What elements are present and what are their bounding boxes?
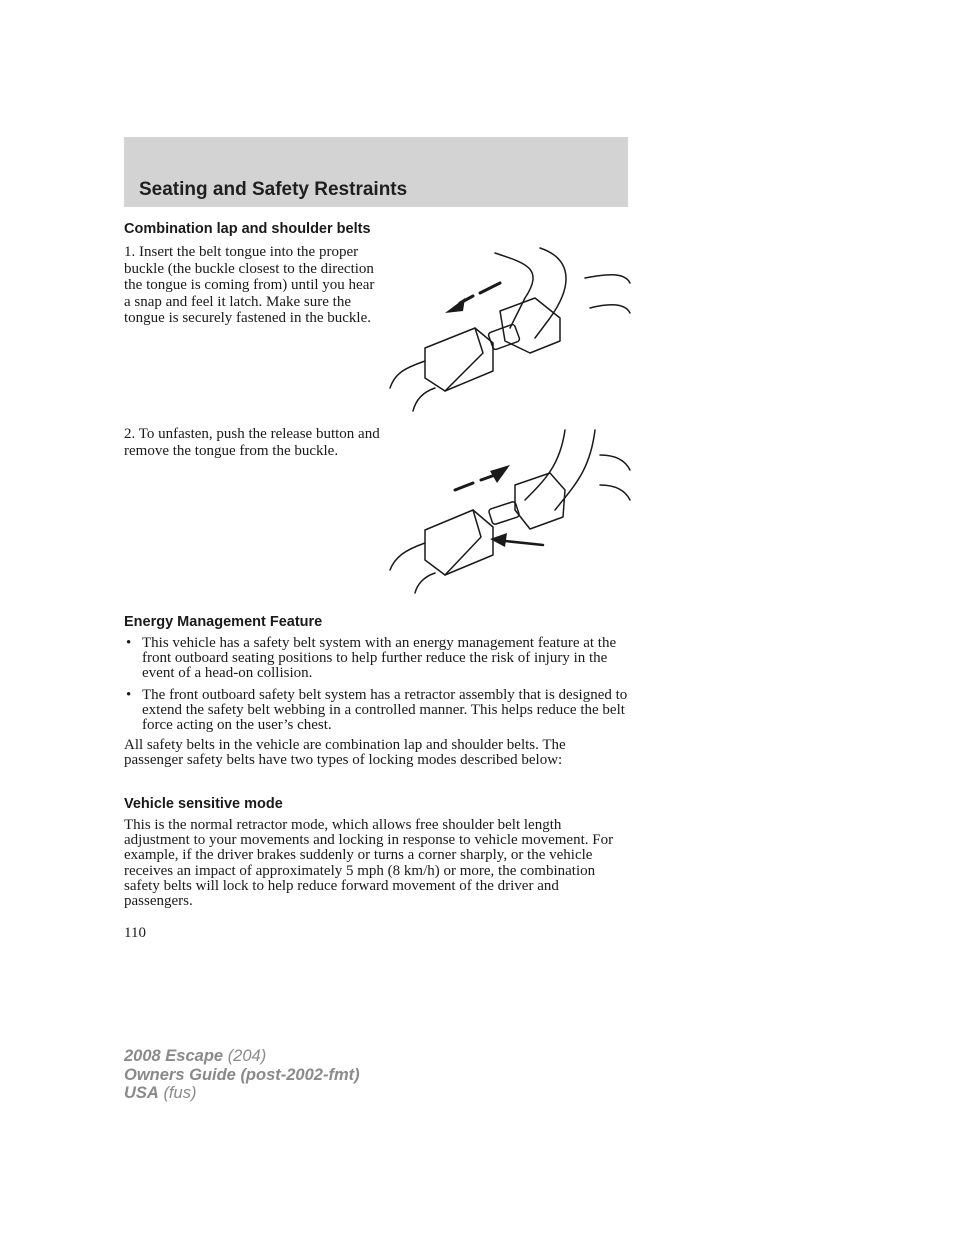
- arrow-dash-1: [480, 283, 500, 293]
- belt-webbing-lower: [535, 248, 566, 338]
- arrow-insert-icon: [445, 298, 465, 313]
- buckle-body: [425, 328, 493, 391]
- page-title: Seating and Safety Restraints: [139, 179, 408, 200]
- buckle-strap-upper: [390, 361, 425, 388]
- footer-line-2: [124, 1066, 360, 1085]
- locking-modes-paragraph: All safety belts in the vehicle are combination lap and shoulder belts. The passenger safety belts have two types of locking modes described below:: [124, 737, 566, 769]
- bullet-icon: •: [126, 686, 132, 703]
- bullet-icon: •: [126, 635, 132, 651]
- list-item-text: The front outboard safety belt system has a retractor assembly that is designed to extend the safety belt webbing in a controlled manner. This helps reduce the belt force acting on the user’s chest.: [142, 686, 628, 734]
- vehicle-sensitive-paragraph: This is the normal retractor mode, which allows free shoulder belt length adjustment to your movements and locking in response to vehicle movement. For example, if the driver brakes suddenly or turns a corner sharply, or the vehicle receives an impact of approximately 5 mph (8 km/h) or more, the combination safety belts will lock to help reduce forward movement of the driver and passengers.: [124, 817, 614, 910]
- step-2-text: 2. To unfasten, push the release button and remove the tongue from the buckle.: [124, 426, 380, 459]
- belt-webbing-upper: [525, 430, 565, 500]
- energy-bullet-list: [124, 636, 628, 739]
- buckle-insert-illustration: [385, 243, 635, 413]
- heading-combination-belts: Combination lap and shoulder belts: [124, 221, 371, 237]
- footer-line-3: [124, 1084, 360, 1103]
- buckle-strap-lower: [413, 388, 435, 411]
- buckle-release-illustration: [385, 425, 635, 595]
- belt-webbing-rear-2: [590, 305, 630, 313]
- document-footer: [124, 1047, 360, 1103]
- list-item-text: This vehicle has a safety belt system with an energy management feature at the front outboard seating positions to help further reduce the risk of injury in the event of a head-on collision.: [142, 635, 617, 682]
- heading-vehicle-sensitive-mode: Vehicle sensitive mode: [124, 796, 283, 812]
- step-1-text: 1. Insert the belt tongue into the proper buckle (the buckle closest to the direction the tongue is coming from) until you hear a snap and feel it latch. Make sure the tongue is securely fastened in the buckle.: [124, 244, 375, 326]
- arrow-release-shaft: [505, 541, 543, 545]
- section-header: [124, 137, 628, 207]
- page-number: 110: [124, 925, 146, 941]
- belt-tongue-plate: [515, 473, 565, 529]
- arrow-dash-1: [455, 483, 473, 490]
- buckle-strap-lower: [415, 573, 435, 593]
- footer-market: USA: [124, 1084, 159, 1102]
- belt-webbing-rear-1: [600, 455, 630, 470]
- heading-energy-management: Energy Management Feature: [124, 614, 323, 630]
- footer-guide-format: Owners Guide (post-2002-fmt): [124, 1065, 360, 1084]
- belt-webbing-rear-2: [600, 485, 630, 500]
- footer-model-code: (204): [227, 1047, 267, 1065]
- arrow-remove-icon: [490, 465, 510, 483]
- footer-model: 2008 Escape: [124, 1047, 224, 1065]
- list-item: [124, 688, 628, 734]
- belt-webbing-rear-1: [585, 275, 630, 283]
- footer-market-code: (fus): [163, 1084, 197, 1102]
- footer-line-1: [124, 1047, 360, 1066]
- buckle-body: [425, 510, 493, 575]
- buckle-strap-upper: [390, 543, 425, 570]
- belt-webbing-lower: [555, 430, 595, 510]
- list-item: [124, 636, 628, 682]
